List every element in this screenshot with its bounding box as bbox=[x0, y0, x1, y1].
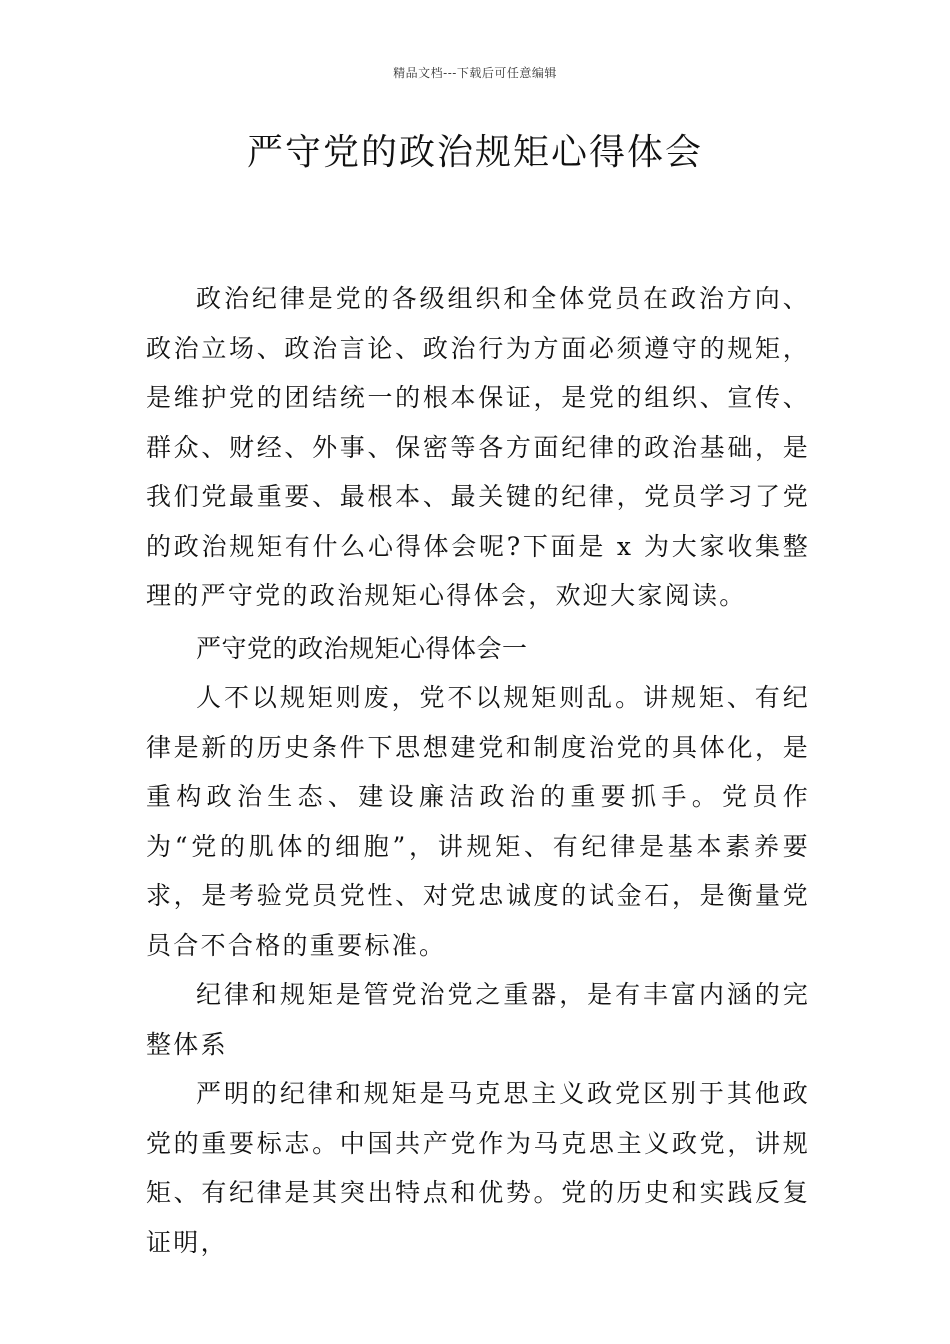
paragraph: 人不以规矩则废，党不以规矩则乱。讲规矩、有纪律是新的历史条件下思想建党和制度治党的具体化，是重构政治生态、建设廉洁政治的重要抓手。党员作为“党的肌体的细胞”，讲规矩、有纪律是基本素养要求，是考验党员党性、对党忠诚度的试金石，是衡量党员合不合格的重要标准。 bbox=[146, 683, 810, 960]
document-title: 严守党的政治规矩心得体会 bbox=[246, 132, 703, 173]
paragraph: 纪律和规矩是管党治党之重器，是有丰富内涵的完整体系 bbox=[146, 980, 810, 1059]
section-heading: 严守党的政治规矩心得体会一 bbox=[196, 633, 528, 663]
running-header: 精品文档---下载后可任意编辑 bbox=[393, 66, 557, 80]
document-body bbox=[146, 274, 810, 1267]
paragraph-intro: 政治纪律是党的各级组织和全体党员在政治方向、政治立场、政治言论、政治行为方面必须遵守的规矩，是维护党的团结统一的根本保证，是党的组织、宣传、群众、财经、外事、保密等各方面纪律的政治基础，是我们党最重要、最根本、最关键的纪律，党员学习了党的政治规矩有什么心得体会呢?下面是 x 为大家收集整理的严守党的政治规矩心得体会，欢迎大家阅读。 bbox=[146, 284, 810, 610]
paragraph: 严明的纪律和规矩是马克思主义政党区别于其他政党的重要标志。中国共产党作为马克思主义政党，讲规矩、有纪律是其突出特点和优势。党的历史和实践反复证明， bbox=[146, 1079, 810, 1257]
